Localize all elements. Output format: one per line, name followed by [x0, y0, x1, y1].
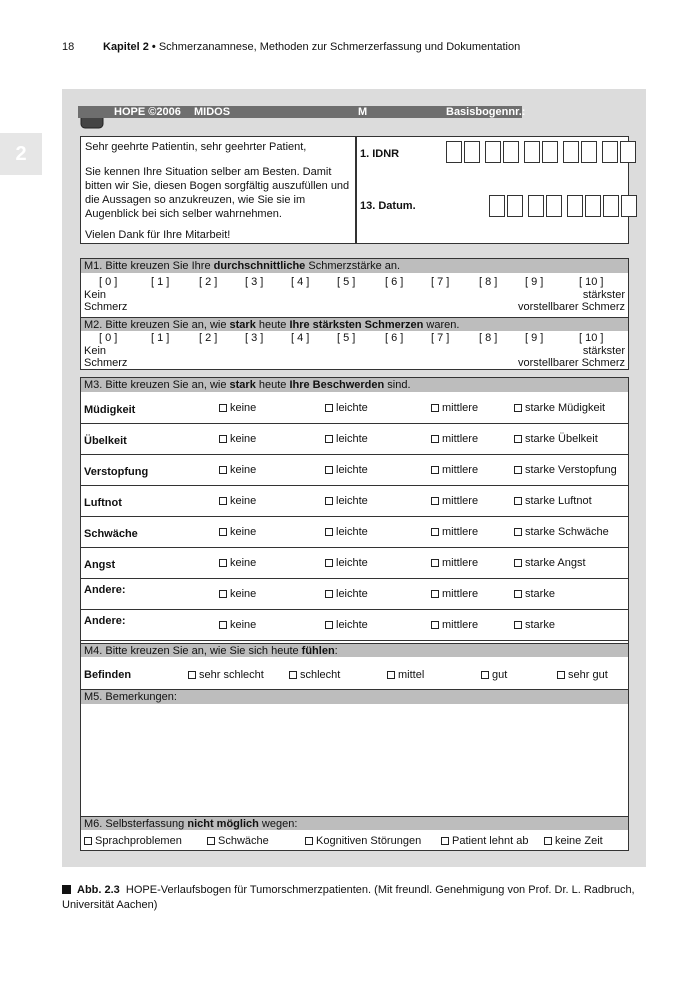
symptom-option-o2[interactable] [325, 526, 368, 538]
checkbox-icon[interactable] [325, 590, 333, 598]
checkbox-icon[interactable] [431, 497, 439, 505]
m3-heading: M3. Bitte kreuzen Sie an, wie stark heute Ihre Beschwerden sind. [81, 378, 628, 392]
option-label: mittlere [442, 619, 479, 631]
m1-scale-option-7[interactable]: [ 7 ] [431, 276, 450, 288]
option-label: mittlere [442, 588, 479, 600]
option-label: sehr schlecht [199, 669, 264, 681]
checkbox-icon[interactable] [325, 466, 333, 474]
checkbox-icon[interactable] [514, 621, 522, 629]
option-label: starke Müdigkeit [525, 402, 606, 414]
checkbox-icon[interactable] [557, 671, 565, 679]
symptom-option-o2[interactable] [325, 464, 368, 476]
option-label: leichte [336, 433, 368, 445]
symptom-option-o3[interactable] [431, 557, 478, 569]
m1-scale-option-4[interactable]: [ 4 ] [291, 276, 310, 288]
option-label: leichte [336, 588, 368, 600]
header-midos: MIDOS [194, 106, 231, 118]
symptom-option-o4[interactable] [514, 402, 605, 414]
checkbox-icon[interactable] [188, 671, 196, 679]
symptom-option-o2[interactable] [325, 557, 368, 569]
befinden-option-2[interactable] [387, 669, 424, 681]
m6-option-1[interactable] [207, 835, 269, 847]
option-label: starke [525, 588, 555, 600]
header-m: M [358, 106, 368, 118]
symptom-option-o1[interactable] [219, 433, 256, 445]
id-box [356, 136, 629, 244]
checkbox-icon[interactable] [431, 528, 439, 536]
header-hope: HOPE ©2006 [114, 106, 181, 118]
m5-heading: M5. Bemerkungen: [81, 690, 628, 704]
symptom-name: Andere: [84, 615, 126, 627]
symptom-option-o3[interactable] [431, 433, 478, 445]
checkbox-icon[interactable] [431, 435, 439, 443]
checkbox-icon[interactable] [325, 528, 333, 536]
m2-scale-option-2[interactable]: [ 2 ] [199, 332, 218, 344]
m1-scale-option-1[interactable]: [ 1 ] [151, 276, 170, 288]
symptom-row [81, 486, 628, 517]
symptom-name: Verstopfung [84, 466, 149, 478]
m6-option-3[interactable] [441, 835, 528, 847]
symptom-option-o4[interactable] [514, 526, 609, 538]
symptom-option-o3[interactable] [431, 526, 478, 538]
m2-low-label: Kein Schmerz [84, 345, 128, 369]
symptom-row [81, 517, 628, 548]
symptom-option-o3[interactable] [431, 402, 478, 414]
befinden-option-4[interactable] [557, 669, 608, 681]
checkbox-icon[interactable] [219, 435, 227, 443]
figure-caption [62, 883, 652, 913]
symptom-option-o3[interactable] [431, 495, 478, 507]
caption-text: HOPE-Verlaufsbogen für Tumorschmerzpatienten. (Mit freundl. Genehmigung von Prof. Dr. L. Radbruch, Universität Aachen) [62, 884, 635, 911]
m2-scale-option-5[interactable]: [ 5 ] [337, 332, 356, 344]
checkbox-icon[interactable] [514, 497, 522, 505]
symptom-row [81, 579, 628, 610]
checkbox-icon[interactable] [325, 404, 333, 412]
option-label: keine Zeit [555, 835, 603, 847]
m1-scale-option-0[interactable]: [ 0 ] [99, 276, 118, 288]
checkbox-icon[interactable] [207, 837, 215, 845]
symptom-option-o1[interactable] [219, 495, 256, 507]
befinden-label: Befinden [84, 669, 132, 681]
running-head [103, 41, 520, 53]
checkbox-icon[interactable] [514, 590, 522, 598]
checkbox-icon[interactable] [289, 671, 297, 679]
checkbox-icon[interactable] [325, 621, 333, 629]
m1-low-label: Kein Schmerz [84, 289, 128, 313]
checkbox-icon[interactable] [219, 497, 227, 505]
option-label: leichte [336, 402, 368, 414]
m6-heading: M6. Selbsterfassung nicht möglich wegen: [81, 816, 628, 830]
pain-scale-box [80, 258, 629, 370]
m1-scale-option-8[interactable]: [ 8 ] [479, 276, 498, 288]
symptom-option-o1[interactable] [219, 557, 256, 569]
option-label: gut [492, 669, 508, 681]
checkbox-icon[interactable] [481, 671, 489, 679]
m1-scale-option-10[interactable]: [ 10 ] [579, 276, 604, 288]
symptom-option-o2[interactable] [325, 495, 368, 507]
befinden-option-1[interactable] [289, 669, 340, 681]
checkbox-icon[interactable] [325, 435, 333, 443]
m2-scale-option-3[interactable]: [ 3 ] [245, 332, 264, 344]
m2-scale-option-4[interactable]: [ 4 ] [291, 332, 310, 344]
option-label: mittlere [442, 495, 479, 507]
option-label: leichte [336, 619, 368, 631]
datum-cells[interactable] [489, 195, 642, 217]
option-label: Kognitiven Störungen [316, 835, 422, 847]
chapter-title: Schmerzanamnese, Methoden zur Schmerzerfassung und Dokumentation [158, 41, 521, 53]
option-label: keine [230, 433, 257, 445]
checkbox-icon[interactable] [514, 404, 522, 412]
option-label: mittlere [442, 433, 479, 445]
option-label: sehr gut [568, 669, 608, 681]
checkbox-icon[interactable] [431, 621, 439, 629]
m2-scale-option-7[interactable]: [ 7 ] [431, 332, 450, 344]
symptom-row [81, 393, 628, 424]
m2-scale-option-8[interactable]: [ 8 ] [479, 332, 498, 344]
symptom-option-o4[interactable] [514, 619, 555, 631]
intro-box [80, 136, 356, 244]
option-label: leichte [336, 464, 368, 476]
chapter-tab: 2 [0, 133, 42, 175]
option-label: leichte [336, 526, 368, 538]
intro-greeting: Sehr geehrte Patientin, sehr geehrter Patient, [85, 141, 307, 153]
symptom-row [81, 455, 628, 486]
m1-scale-option-2[interactable]: [ 2 ] [199, 276, 218, 288]
checkbox-icon[interactable] [219, 466, 227, 474]
option-label: leichte [336, 495, 368, 507]
checkbox-icon[interactable] [84, 837, 92, 845]
m1-scale-option-6[interactable]: [ 6 ] [385, 276, 404, 288]
option-label: Schwäche [218, 835, 269, 847]
option-label: starke Schwäche [525, 526, 609, 538]
option-label: mittlere [442, 557, 479, 569]
symptom-option-o3[interactable] [431, 464, 478, 476]
symptom-option-o3[interactable] [431, 588, 478, 600]
intro-thanks: Vielen Dank für Ihre Mitarbeit! [85, 229, 231, 241]
m6-option-2[interactable] [305, 835, 421, 847]
symptom-name: Angst [84, 559, 116, 571]
option-label: mittlere [442, 526, 479, 538]
option-label: keine [230, 464, 257, 476]
m2-scale-option-9[interactable]: [ 9 ] [525, 332, 544, 344]
checkbox-icon[interactable] [431, 404, 439, 412]
caption-label: Abb. 2.3 [77, 884, 120, 896]
option-label: Sprachproblemen [95, 835, 182, 847]
idnr-cells[interactable] [446, 141, 641, 163]
checkbox-icon[interactable] [325, 497, 333, 505]
option-label: keine [230, 402, 257, 414]
checkbox-icon[interactable] [441, 837, 449, 845]
symptom-row [81, 610, 628, 641]
option-label: keine [230, 588, 257, 600]
m1-scale-option-9[interactable]: [ 9 ] [525, 276, 544, 288]
checkbox-icon[interactable] [514, 528, 522, 536]
symptom-name: Luftnot [84, 497, 122, 509]
symptom-option-o2[interactable] [325, 402, 368, 414]
checkbox-icon[interactable] [431, 559, 439, 567]
m2-scale-option-10[interactable]: [ 10 ] [579, 332, 604, 344]
m1-high-label: stärkster vorstellbarer Schmerz [518, 289, 625, 313]
symptom-option-o2[interactable] [325, 433, 368, 445]
symptom-name: Müdigkeit [84, 404, 136, 416]
symptom-option-o1[interactable] [219, 588, 256, 600]
checkbox-icon[interactable] [387, 671, 395, 679]
caption-square-icon [62, 885, 71, 894]
symptom-option-o2[interactable] [325, 588, 368, 600]
symptom-option-o4[interactable] [514, 557, 586, 569]
option-label: leichte [336, 557, 368, 569]
m2-scale-option-0[interactable]: [ 0 ] [99, 332, 118, 344]
option-label: starke [525, 619, 555, 631]
checkbox-icon[interactable] [219, 404, 227, 412]
option-label: starke Luftnot [525, 495, 592, 507]
option-label: Patient lehnt ab [452, 835, 529, 847]
checkbox-icon[interactable] [514, 559, 522, 567]
checkbox-icon[interactable] [305, 837, 313, 845]
checkbox-icon[interactable] [431, 466, 439, 474]
m1-heading: M1. Bitte kreuzen Sie Ihre durchschnittliche Schmerzstärke an. [81, 259, 628, 273]
m1-scale-option-3[interactable]: [ 3 ] [245, 276, 264, 288]
option-label: mittel [398, 669, 425, 681]
checkbox-icon[interactable] [514, 435, 522, 443]
symptom-option-o4[interactable] [514, 495, 592, 507]
m6-option-4[interactable] [544, 835, 603, 847]
checkbox-icon[interactable] [431, 590, 439, 598]
m4-heading: M4. Bitte kreuzen Sie an, wie Sie sich heute fühlen: [81, 643, 628, 657]
option-label: starke Angst [525, 557, 586, 569]
symptom-name: Schwäche [84, 528, 138, 540]
chapter-label: Kapitel 2 • [103, 41, 156, 53]
befinden-row [81, 658, 628, 690]
datum-label: 13. Datum. [360, 200, 416, 212]
option-label: mittlere [442, 464, 479, 476]
symptom-option-o3[interactable] [431, 619, 478, 631]
befinden-option-0[interactable] [188, 669, 264, 681]
m2-scale-option-1[interactable]: [ 1 ] [151, 332, 170, 344]
option-label: keine [230, 619, 257, 631]
symptom-option-o4[interactable] [514, 464, 617, 476]
m1-scale-option-5[interactable]: [ 5 ] [337, 276, 356, 288]
checkbox-icon[interactable] [219, 590, 227, 598]
option-label: starke Übelkeit [525, 433, 598, 445]
idnr-label: 1. IDNR [360, 148, 400, 160]
symptom-option-o1[interactable] [219, 526, 256, 538]
option-label: schlecht [300, 669, 341, 681]
option-label: keine [230, 557, 257, 569]
symptom-box [80, 377, 629, 851]
checkbox-icon[interactable] [544, 837, 552, 845]
symptom-option-o1[interactable] [219, 464, 256, 476]
checkbox-icon[interactable] [219, 559, 227, 567]
remarks-area[interactable] [81, 704, 628, 816]
option-label: mittlere [442, 402, 479, 414]
symptom-option-o2[interactable] [325, 619, 368, 631]
symptom-name: Übelkeit [84, 435, 127, 447]
option-label: keine [230, 495, 257, 507]
befinden-option-3[interactable] [481, 669, 507, 681]
page-number: 18 [62, 41, 75, 53]
symptom-name: Andere: [84, 584, 126, 596]
header-basisbogennr: Basisbogennr.: [446, 106, 526, 118]
symptom-option-o4[interactable] [514, 433, 598, 445]
m2-heading: M2. Bitte kreuzen Sie an, wie stark heute Ihre stärksten Schmerzen waren. [81, 317, 628, 331]
symptom-option-o1[interactable] [219, 402, 256, 414]
checkbox-icon[interactable] [219, 621, 227, 629]
symptom-option-o1[interactable] [219, 619, 256, 631]
option-label: starke Verstopfung [525, 464, 617, 476]
symptom-row [81, 424, 628, 455]
m6-option-0[interactable] [84, 835, 182, 847]
m2-high-label: stärkster vorstellbarer Schmerz [518, 345, 625, 369]
checkbox-icon[interactable] [325, 559, 333, 567]
option-label: keine [230, 526, 257, 538]
m2-scale-option-6[interactable]: [ 6 ] [385, 332, 404, 344]
symptom-option-o4[interactable] [514, 588, 555, 600]
intro-body: Sie kennen Ihre Situation selber am Besten. Damit bitten wir Sie, diesen Bogen sorgfältig auszufüllen und die Aussagen so anzukreuzen, wie Sie sie im Augenblick bei sich selber wahrnehmen. [85, 166, 350, 220]
symptom-row [81, 548, 628, 579]
checkbox-icon[interactable] [219, 528, 227, 536]
form-header [78, 106, 526, 118]
checkbox-icon[interactable] [514, 466, 522, 474]
